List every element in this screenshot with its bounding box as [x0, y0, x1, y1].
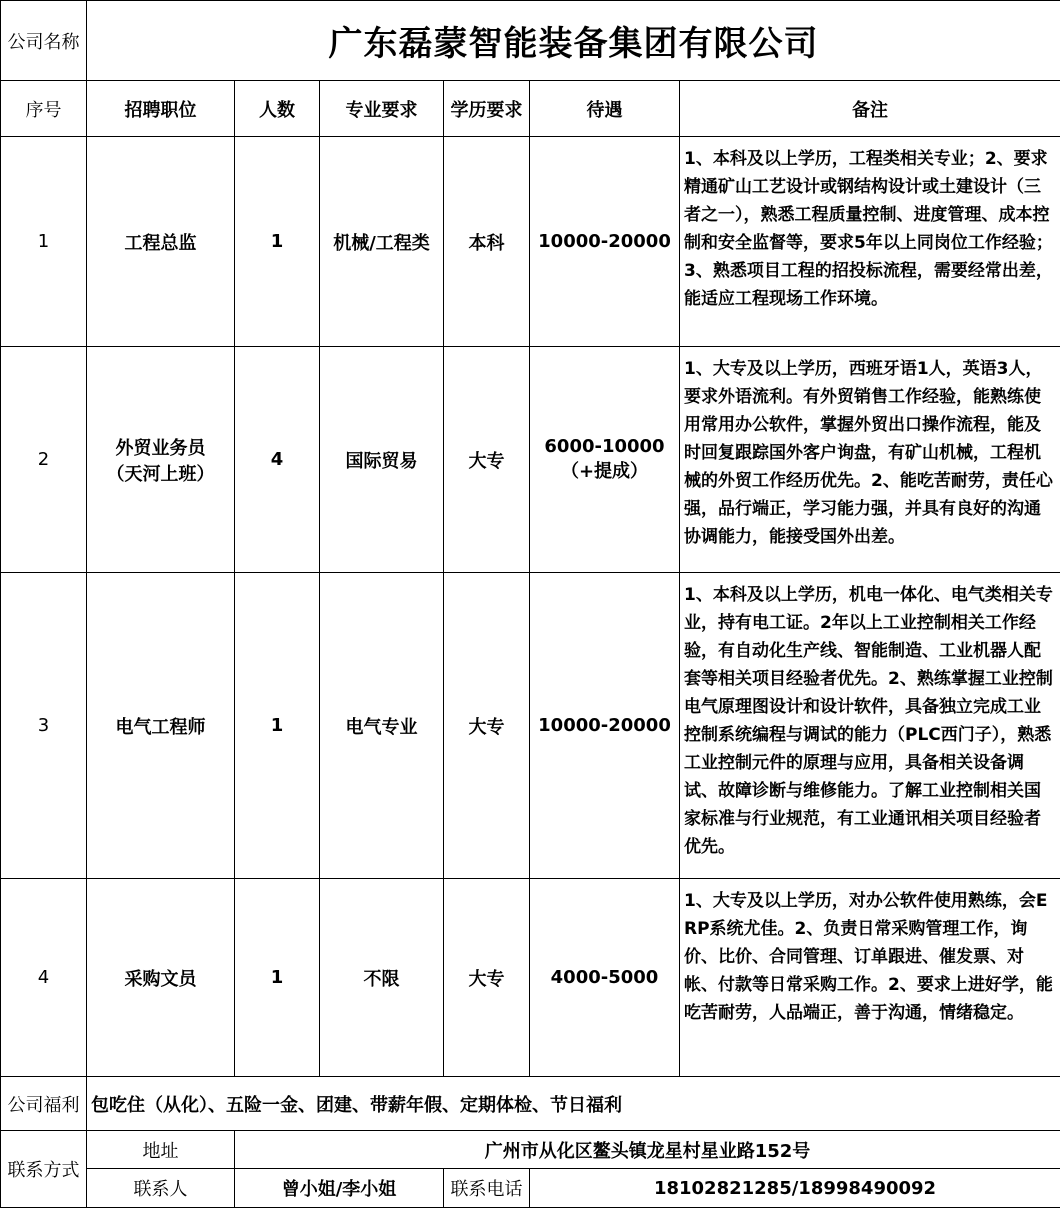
- job-education: 本科: [444, 137, 530, 347]
- person-label: 联系人: [87, 1169, 235, 1208]
- table-row: [1, 573, 1060, 879]
- job-no: 1: [1, 137, 87, 347]
- phone-value: 18102821285/18998490092: [530, 1169, 1060, 1208]
- job-major: 机械/工程类: [320, 137, 444, 347]
- welfare-row: [1, 1077, 1060, 1131]
- job-notes: 1、本科及以上学历，机电一体化、电气类相关专业，持有电工证。2年以上工业控制相关工作经验，有自动化生产线、智能制造、工业机器人配套等相关项目经验者优先。2、熟练掌握工业控制电气原理图设计和设计软件，具备独立完成工业控制系统编程与调试的能力（PLC西门子），熟悉工业控制元件的原理与应用，具备相关设备调试、故障诊断与维修能力。了解工业控制相关国家标准与行业规范，有工业通讯相关项目经验者优先。: [680, 573, 1060, 879]
- job-position-line1: 采购文员: [124, 968, 197, 990]
- header-no: 序号: [1, 81, 87, 137]
- address-value: 广州市从化区鳌头镇龙星村星业路152号: [235, 1131, 1060, 1169]
- company-row: [1, 1, 1060, 81]
- job-salary-line1: 10000-20000: [538, 715, 671, 736]
- job-salary-line1: 10000-20000: [538, 231, 671, 252]
- job-position-line1: 电气工程师: [115, 716, 206, 738]
- table-row: [1, 347, 1060, 573]
- job-position-line2: （天河上班）: [106, 463, 215, 485]
- job-notes: 1、大专及以上学历，对办公软件使用熟练，会ERP系统尤佳。2、负责日常采购管理工作，询价、比价、合同管理、订单跟进、催发票、对帐、付款等日常采购工作。2、要求上进好学，能吃苦耐劳，人品端正，善于沟通，情绪稳定。: [680, 879, 1060, 1077]
- header-row: [1, 81, 1060, 137]
- header-count: 人数: [235, 81, 320, 137]
- job-salary: [530, 573, 680, 879]
- job-position: [87, 879, 235, 1077]
- job-no: 3: [1, 573, 87, 879]
- job-position: [87, 137, 235, 347]
- job-major: 不限: [320, 879, 444, 1077]
- table-row: [1, 879, 1060, 1077]
- contact-address-row: [1, 1131, 1060, 1169]
- job-notes: 1、本科及以上学历，工程类相关专业；2、要求精通矿山工艺设计或钢结构设计或土建设计（三者之一），熟悉工程质量控制、进度管理、成本控制和安全监督等，要求5年以上同岗位工作经验；3、熟悉项目工程的招投标流程，需要经常出差，能适应工程现场工作环境。: [680, 137, 1060, 347]
- job-no: 2: [1, 347, 87, 573]
- job-salary: [530, 347, 680, 573]
- job-count: 1: [235, 137, 320, 347]
- job-position: [87, 573, 235, 879]
- job-education: 大专: [444, 573, 530, 879]
- phone-label: 联系电话: [444, 1169, 530, 1208]
- job-count: 1: [235, 879, 320, 1077]
- header-education: 学历要求: [444, 81, 530, 137]
- job-salary: [530, 879, 680, 1077]
- job-major: 电气专业: [320, 573, 444, 879]
- person-value: 曾小姐/李小姐: [235, 1169, 444, 1208]
- header-major: 专业要求: [320, 81, 444, 137]
- job-count: 1: [235, 573, 320, 879]
- table-row: [1, 137, 1060, 347]
- job-position: [87, 347, 235, 573]
- company-label: 公司名称: [1, 1, 87, 81]
- job-salary-line2: （+提成）: [560, 461, 649, 482]
- job-salary: [530, 137, 680, 347]
- header-notes: 备注: [680, 81, 1060, 137]
- header-salary: 待遇: [530, 81, 680, 137]
- company-name: 广东磊蒙智能装备集团有限公司: [87, 1, 1060, 81]
- job-salary-line1: 6000-10000: [544, 436, 665, 457]
- job-salary-line1: 4000-5000: [550, 967, 659, 988]
- contact-label: 联系方式: [1, 1131, 87, 1208]
- job-position-line1: 外贸业务员: [115, 437, 206, 459]
- address-label: 地址: [87, 1131, 235, 1169]
- contact-person-row: [1, 1169, 1060, 1208]
- welfare-text: 包吃住（从化）、五险一金、团建、带薪年假、定期体检、节日福利: [87, 1077, 1060, 1131]
- job-count: 4: [235, 347, 320, 573]
- welfare-label: 公司福利: [1, 1077, 87, 1131]
- job-education: 大专: [444, 879, 530, 1077]
- job-education: 大专: [444, 347, 530, 573]
- job-position-line1: 工程总监: [124, 232, 197, 254]
- job-no: 4: [1, 879, 87, 1077]
- job-major: 国际贸易: [320, 347, 444, 573]
- job-notes: 1、大专及以上学历，西班牙语1人，英语3人，要求外语流利。有外贸销售工作经验，能熟练使用常用办公软件，掌握外贸出口操作流程，能及时回复跟踪国外客户询盘，有矿山机械，工程机械的外贸工作经历优先。2、能吃苦耐劳，责任心强，品行端正，学习能力强，并具有良好的沟通协调能力，能接受国外出差。: [680, 347, 1060, 573]
- header-position: 招聘职位: [87, 81, 235, 137]
